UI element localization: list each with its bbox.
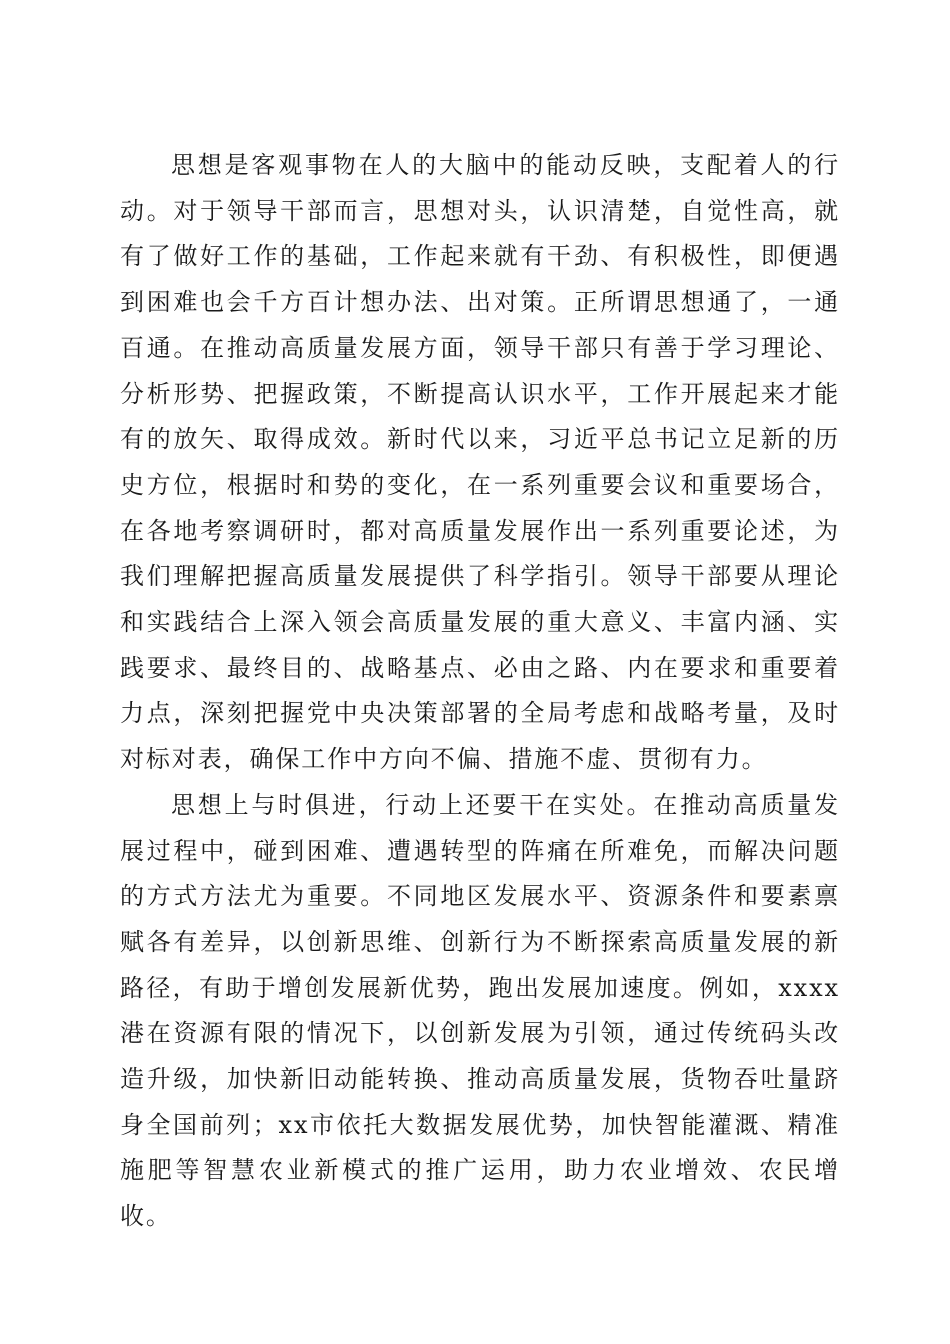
paragraph-1: 思想是客观事物在人的大脑中的能动反映，支配着人的行动。对于领导干部而言，思想对头，认识清楚，自觉性高，就有了做好工作的基础，工作起来就有干劲、有积极性，即便遇到困难也会千方百计想办法、出对策。正所谓思想通了，一通百通。在推动高质量发展方面，领导干部只有善于学习理论、分析形势、把握政策，不断提高认识水平，工作开展起来才能有的放矢、取得成效。新时代以来，习近平总书记立足新的历史方位，根据时和势的变化，在一系列重要会议和重要场合，在各地考察调研时，都对高质量发展作出一系列重要论述，为我们理解把握高质量发展提供了科学指引。领导干部要从理论和实践结合上深入领会高质量发展的重大意义、丰富内涵、实践要求、最终目的、战略基点、必由之路、内在要求和重要着力点，深刻把握党中央决策部署的全局考虑和战略考量，及时对标对表，确保工作中方向不偏、措施不虚、贯彻有力。: [120, 151, 840, 774]
paragraph-2: 思想上与时俱进，行动上还要干在实处。在推动高质量发展过程中，碰到困难、遭遇转型的阵痛在所难免，而解决问题的方式方法尤为重要。不同地区发展水平、资源条件和要素禀赋各有差异，以创新思维、创新行为不断探索高质量发展的新路径，有助于增创发展新优势，跑出发展加速度。例如，xxxx港在资源有限的情况下，以创新发展为引领，通过传统码头改造升级，加快新旧动能转换、推动高质量发展，货物吞吐量跻身全国前列；xx市依托大数据发展优势，加快智能灌溉、精准施肥等智慧农业新模式的推广运用，助力农业增效、农民增收。: [120, 790, 840, 1231]
document-page: [120, 143, 840, 1240]
